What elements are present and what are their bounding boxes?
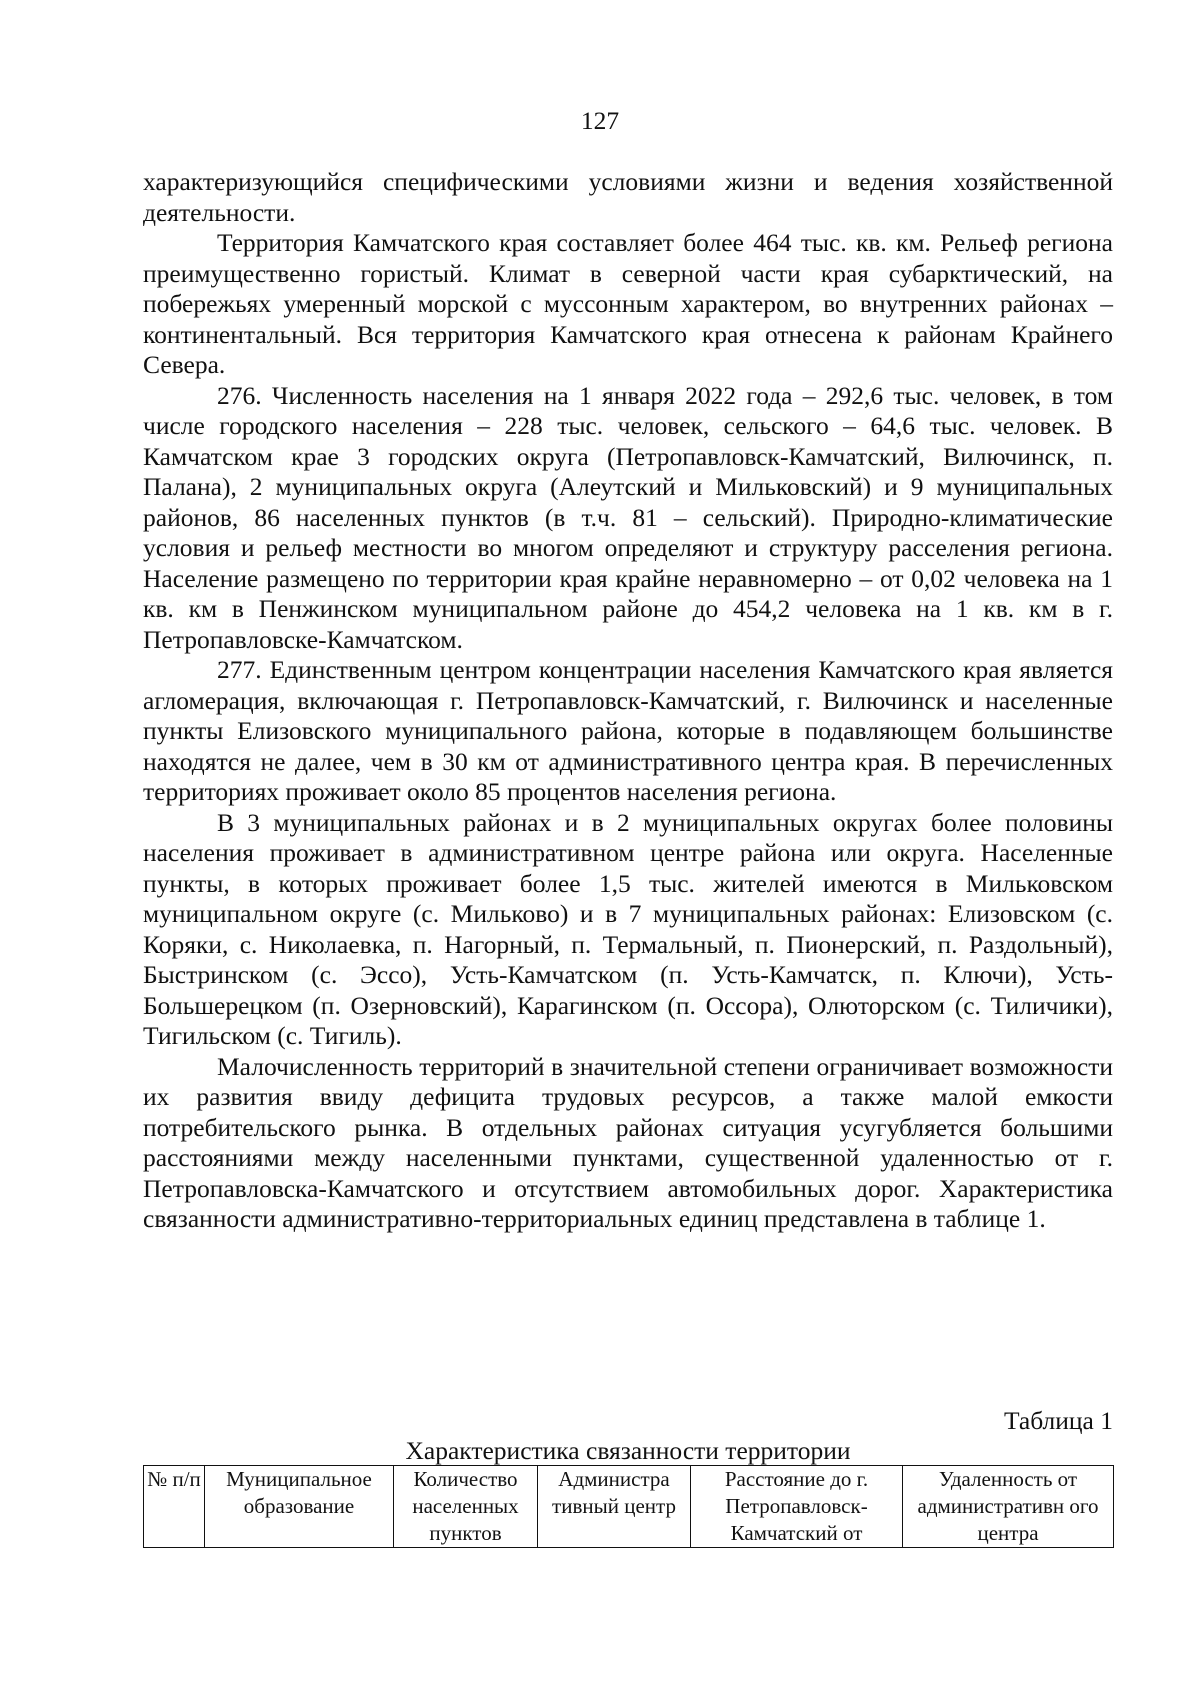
table-label: Таблица 1 (1003, 1406, 1113, 1435)
paragraph-277: 277. Единственным центром концентрации населения Камчатского края является агломерация, включающая г. Петропавловск-Камчатский, г. Вилючинск и населенные пункты Елизовского муниципального района, которые в подавляющем большинстве находятся не далее, чем в 30 км от административного центра края. В перечисленных территориях проживает около 85 процентов населения региона. (143, 655, 1113, 806)
header-distance-to-capital: Расстояние до г. Петропавловск- Камчатский от (691, 1466, 903, 1548)
connectivity-table (143, 1465, 1114, 1548)
body-text (143, 167, 1113, 1235)
header-municipality: Муниципальное образование (205, 1466, 394, 1548)
header-settlement-count: Количество населенных пунктов (394, 1466, 538, 1548)
paragraph-sparse-population: Малочисленность территорий в значительной степени ограничивает возможности их развития ввиду дефицита трудовых ресурсов, а также малой емкости потребительского рынка. В отдельных районах ситуация усугубляется большими расстояниями между населенными пунктами, существенной удаленностью от г. Петропавловска-Камчатского и отсутствием автомобильных дорог. Характеристика связанности административно-территориальных единиц представлена в таблице 1. (143, 1051, 1113, 1233)
header-distance-from-admin-center: Удаленность от административн ого центра (903, 1466, 1114, 1548)
paragraph-territory: Территория Камчатского края составляет более 464 тыс. кв. км. Рельеф региона преимущественно гористый. Климат в северной части края субарктический, на побережьях умеренный морской с муссонным характером, во внутренних районах – континентальный. Вся территория Камчатского края отнесена к районам Крайнего Севера. (143, 228, 1113, 379)
table-header-row (144, 1466, 1114, 1548)
table-title: Характеристика связанности территории (405, 1436, 851, 1465)
paragraph-districts: В 3 муниципальных районах и в 2 муниципальных округах более половины населения проживает в административном центре района или округа. Населенные пункты, в которых проживает более 1,5 тыс. жителей имеются в Мильковском муниципальном округе (с. Мильково) и в 7 муниципальных районах: Елизовском (с. Коряки, с. Николаевка, п. Нагорный, п. Термальный, п. Пионерский, п. Раздольный), Быстринском (с. Эссо), Усть-Камчатском (п. Усть-Камчатск, п. Ключи), Усть-Большерецком (п. Озерновский), Карагинском (п. Оссора), Олюторском (с. Тиличики), Тигильском (с. Тигиль). (143, 807, 1113, 1050)
page-number: 127 (580, 106, 620, 135)
header-admin-center: Администра тивный центр (538, 1466, 691, 1548)
paragraph-continuation: характеризующийся специфическими условиями жизни и ведения хозяйственной деятельности. (143, 167, 1113, 227)
header-number: № п/п (144, 1466, 205, 1548)
paragraph-276: 276. Численность населения на 1 января 2022 года – 292,6 тыс. человек, в том числе городского населения – 228 тыс. человек, сельского – 64,6 тыс. человек. В Камчатском крае 3 городских округа (Петропавловск-Камчатский, Вилючинск, п. Палана), 2 муниципальных округа (Алеутский и Мильковский) и 9 муниципальных районов, 86 населенных пунктов (в т.ч. 81 – сельский). Природно-климатические условия и рельеф местности во многом определяют и структуру расселения региона. Население размещено по территории края крайне неравномерно – от 0,02 человека на 1 кв. км в Пенжинском муниципальном районе до 454,2 человека на 1 кв. км в г. Петропавловске-Камчатском. (143, 380, 1113, 654)
